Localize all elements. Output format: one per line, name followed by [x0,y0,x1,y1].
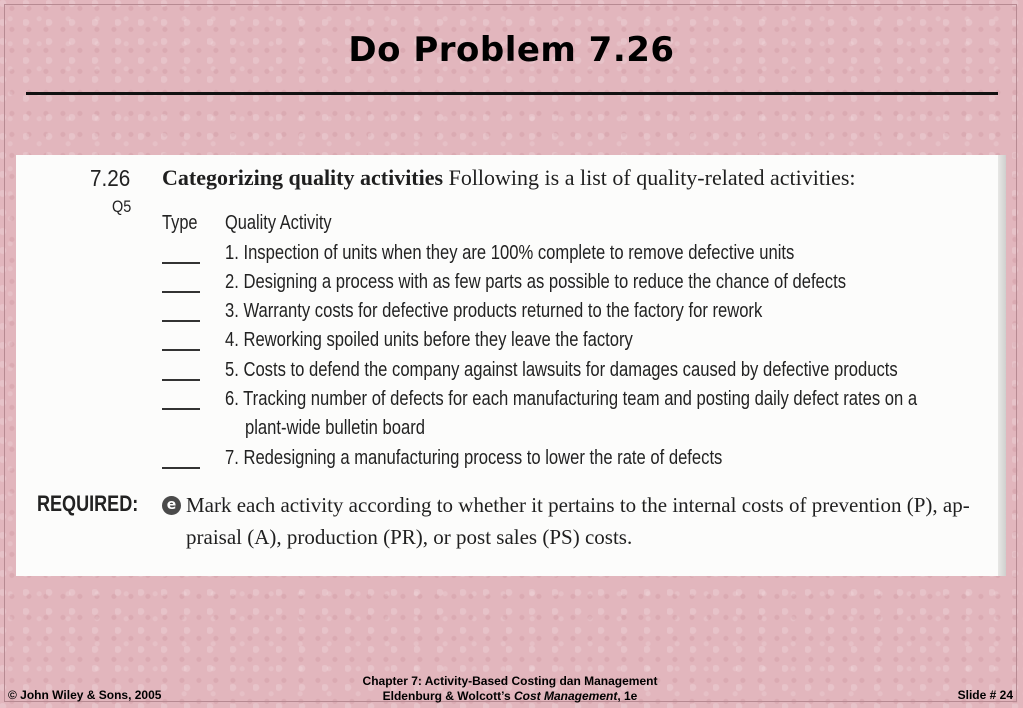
column-header-activity: Quality Activity [225,212,332,234]
problem-heading-bold: Categorizing quality activities [162,165,444,190]
textbook-scan [16,155,1006,576]
footer-book-prefix: Eldenburg & Wolcott’s [382,689,514,703]
page-edge-shadow [998,155,1006,576]
type-answer-blank [162,467,200,469]
activity-text: 2. Designing a process with as few parts as possible to reduce the chance of defects [225,271,847,293]
footer-chapter: Chapter 7: Activity-Based Costing dan Management [362,674,658,688]
type-answer-blank [162,291,200,293]
question-tag: Q5 [112,197,132,216]
footer-chapter-info [300,674,720,704]
e-circle-icon: e [162,496,181,515]
required-instruction-line-1: Mark each activity according to whether it pertains to the internal costs of prevention (P), ap- [186,493,970,517]
activity-text-continued: plant-wide bulletin board [245,417,425,439]
footer-copyright: © John Wiley & Sons, 2005 [8,688,162,702]
activity-text: 7. Redesigning a manufacturing process to lower the rate of defects [225,447,723,469]
activity-text: 4. Reworking spoiled units before they leave the factory [225,329,633,351]
activity-text: 1. Inspection of units when they are 100% complete to remove defective units [225,242,795,264]
type-answer-blank [162,379,200,381]
title-divider [26,92,998,95]
required-label: REQUIRED: [37,491,139,516]
problem-heading [162,165,856,191]
activity-text: 6. Tracking number of defects for each manufacturing team and posting daily defect rates on a [225,388,918,410]
problem-heading-text: Following is a list of quality-related activities: [443,165,856,190]
column-header-type: Type [162,212,198,234]
footer-book-title: Cost Management [513,689,618,703]
footer-book-suffix: , 1e [617,689,638,703]
footer-book [300,689,720,704]
activity-text: 5. Costs to defend the company against lawsuits for damages caused by defective products [225,359,898,381]
type-answer-blank [162,262,200,264]
problem-number: 7.26 [90,165,131,191]
slide-title: Do Problem 7.26 [348,30,675,70]
type-answer-blank [162,349,200,351]
footer-slide-number: Slide # 24 [957,688,1013,702]
type-answer-blank [162,320,200,322]
type-answer-blank [162,408,200,410]
required-instruction-line-2: praisal (A), production (PR), or post sales (PS) costs. [186,525,633,549]
activity-text: 3. Warranty costs for defective products returned to the factory for rework [225,300,763,322]
